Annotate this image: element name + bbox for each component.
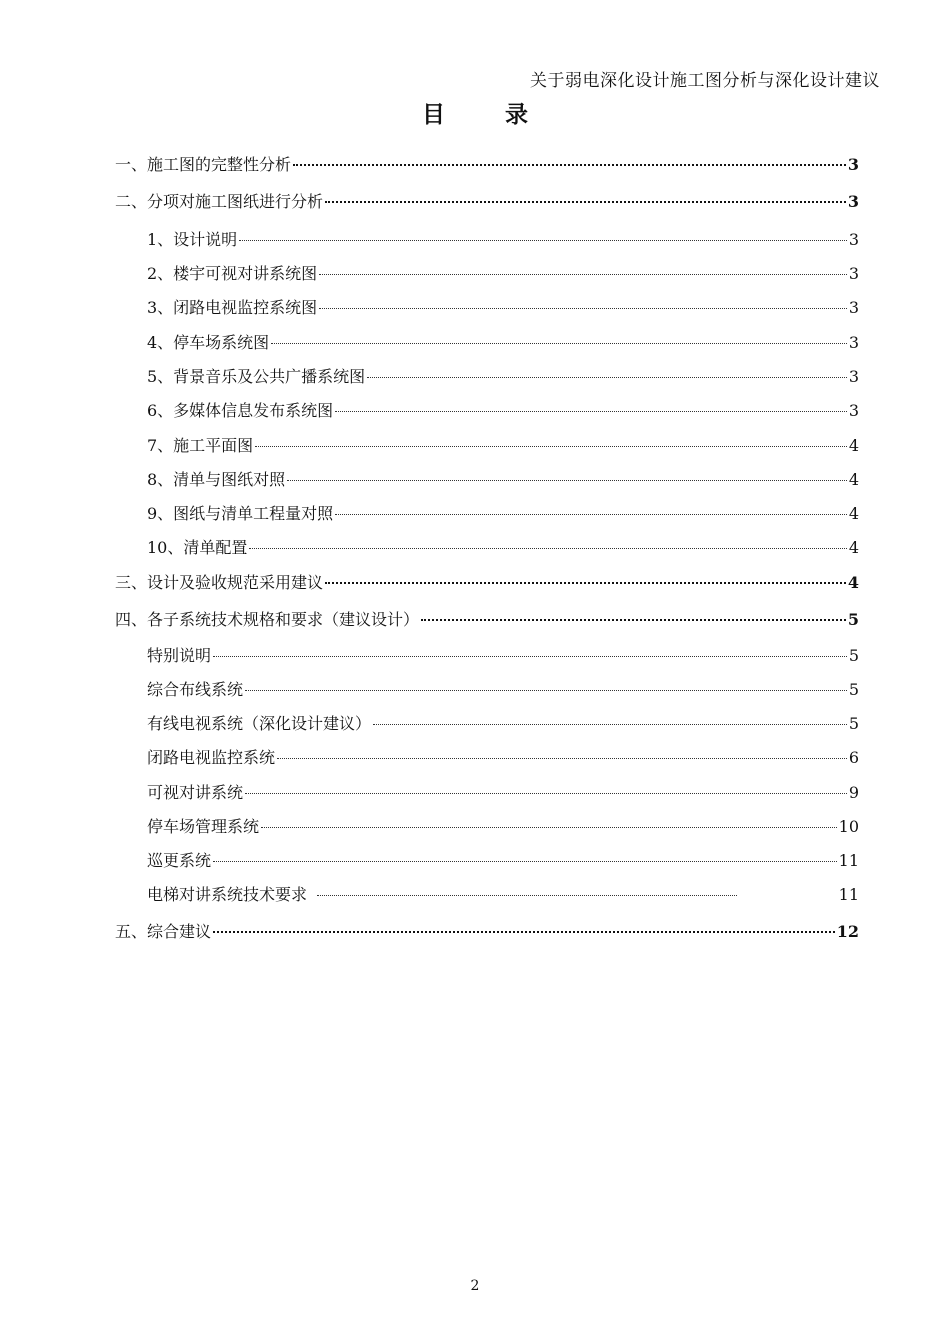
toc-entry[interactable] (147, 814, 859, 840)
toc-leader (319, 294, 847, 309)
toc-entry-page: 4 (848, 436, 859, 455)
toc-leader (249, 534, 846, 549)
toc-entry-page: 5 (848, 714, 859, 733)
toc-entry-page: 3 (847, 155, 859, 174)
toc-entry-page: 10 (838, 817, 859, 836)
toc-leader (213, 847, 837, 862)
toc-entry-text: 3、闭路电视监控系统图 (147, 298, 318, 317)
toc-entry[interactable] (147, 261, 859, 287)
toc-entry-text: 四、各子系统技术规格和要求（建议设计） (115, 610, 420, 629)
toc-entry[interactable] (147, 330, 859, 356)
toc-entry-text: 可视对讲系统 (147, 783, 244, 802)
toc-entry-text: 6、多媒体信息发布系统图 (147, 401, 334, 420)
toc-leader (245, 779, 847, 794)
toc-entry-page: 11 (838, 885, 859, 904)
toc-leader (335, 500, 847, 515)
toc-entry-page: 5 (847, 610, 859, 629)
toc-entry[interactable] (147, 227, 859, 253)
toc-leader (325, 187, 846, 203)
toc-leader (325, 568, 846, 584)
toc-entry-page: 3 (848, 333, 859, 352)
toc-entry-text: 有线电视系统（深化设计建议） (147, 714, 372, 733)
toc-entry-text: 二、分项对施工图纸进行分析 (115, 192, 324, 211)
toc-entry-text: 5、背景音乐及公共广播系统图 (147, 367, 366, 386)
toc-entry-page: 6 (848, 748, 859, 767)
toc-entry-page: 4 (848, 504, 859, 523)
toc-entry-text: 一、施工图的完整性分析 (115, 155, 292, 174)
toc-entry-page: 3 (848, 264, 859, 283)
toc-entry-page: 5 (848, 646, 859, 665)
toc-entry-page: 3 (848, 230, 859, 249)
toc-entry[interactable] (147, 467, 859, 493)
toc-entry[interactable] (147, 535, 859, 561)
toc-entry-text: 8、清单与图纸对照 (147, 470, 286, 489)
toc-entry-text: 2、楼宇可视对讲系统图 (147, 264, 318, 283)
toc-leader (255, 432, 847, 447)
toc-entry-text: 三、设计及验收规范采用建议 (115, 573, 324, 592)
toc-entry-page: 3 (848, 401, 859, 420)
toc-leader (373, 710, 847, 725)
toc-entry[interactable] (147, 398, 859, 424)
toc-leader (335, 397, 847, 412)
toc-entry-page: 4 (848, 470, 859, 489)
toc-leader (317, 881, 737, 896)
toc-entry[interactable] (147, 643, 859, 669)
toc-entry[interactable] (147, 433, 859, 459)
toc-entry-page: 5 (848, 680, 859, 699)
toc-leader (287, 466, 847, 481)
toc-leader (271, 329, 847, 344)
toc-entry-text: 4、停车场系统图 (147, 333, 270, 352)
toc-entry-page: 3 (847, 192, 859, 211)
toc-entry[interactable] (147, 848, 859, 874)
toc-entry[interactable] (115, 919, 859, 945)
toc-leader (245, 676, 847, 691)
toc-leader (277, 744, 847, 759)
toc-entry[interactable] (147, 745, 859, 771)
toc-entry-page: 4 (847, 573, 859, 592)
toc-entry-text: 10、清单配置 (147, 538, 248, 557)
toc-entry-text: 9、图纸与清单工程量对照 (147, 504, 334, 523)
toc-entry[interactable] (115, 607, 859, 633)
toc-entry-page: 4 (848, 538, 859, 557)
toc-title (0, 96, 950, 129)
toc-entry-text: 停车场管理系统 (147, 817, 260, 836)
toc-entry-text: 综合布线系统 (147, 680, 244, 699)
toc-entry-page: 9 (848, 783, 859, 802)
toc-entry-page: 3 (848, 298, 859, 317)
toc-leader (261, 813, 837, 828)
page-number: 2 (470, 1278, 480, 1294)
toc-entry[interactable] (147, 677, 859, 703)
toc-title-right: 录 (505, 101, 528, 128)
toc-entry-page: 3 (848, 367, 859, 386)
toc-entry[interactable] (115, 152, 859, 178)
toc-leader (293, 150, 846, 166)
toc-leader (319, 260, 847, 275)
running-header: 关于弱电深化设计施工图分析与深化设计建议 (530, 71, 880, 91)
toc-title-left: 目 (422, 101, 445, 128)
toc-entry-page: 11 (838, 851, 859, 870)
toc-entry[interactable] (147, 882, 859, 908)
toc-entry[interactable] (147, 501, 859, 527)
toc-entry[interactable] (147, 364, 859, 390)
toc-entry-text: 电梯对讲系统技术要求 (147, 885, 308, 904)
toc-entry[interactable] (115, 189, 859, 215)
toc-entry[interactable] (115, 570, 859, 596)
toc-entry[interactable] (147, 711, 859, 737)
toc-entry-page: 12 (836, 922, 859, 941)
toc-entry-text: 巡更系统 (147, 851, 212, 870)
toc-entry[interactable] (147, 780, 859, 806)
toc-leader (421, 605, 846, 621)
toc-entry-text: 7、施工平面图 (147, 436, 254, 455)
toc-entry-text: 特别说明 (147, 646, 212, 665)
toc-entry-text: 1、设计说明 (147, 230, 238, 249)
toc-leader (367, 363, 847, 378)
toc-entry[interactable] (147, 295, 859, 321)
toc-leader (213, 642, 847, 657)
toc-entry-text: 五、综合建议 (115, 922, 212, 941)
toc-leader (213, 917, 835, 933)
toc-leader (239, 226, 847, 241)
toc-entry-text: 闭路电视监控系统 (147, 748, 276, 767)
